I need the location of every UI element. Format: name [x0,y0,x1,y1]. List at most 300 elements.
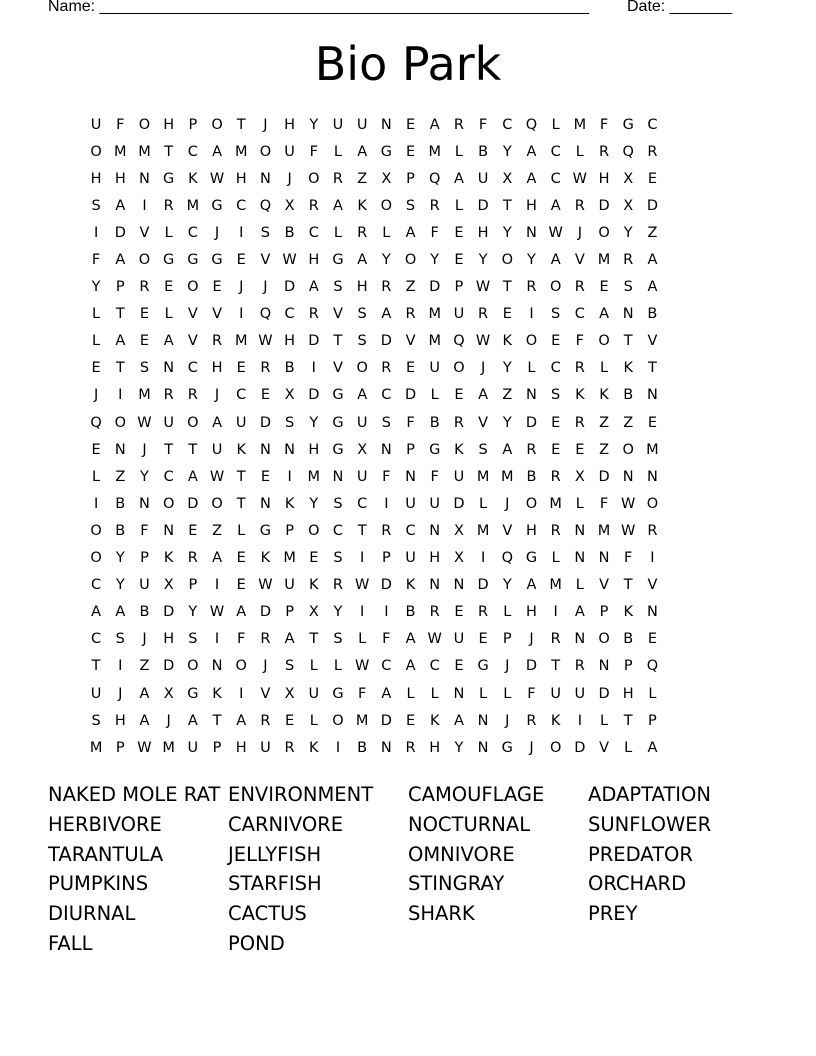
grid-letter[interactable]: A [478,387,489,404]
grid-letter[interactable]: Y [623,224,633,241]
grid-letter[interactable]: W [475,333,491,350]
grid-letter[interactable]: O [90,550,102,567]
grid-letter[interactable]: Z [647,224,658,241]
grid-letter[interactable]: E [236,577,246,594]
grid-letter[interactable]: I [93,224,99,241]
grid-letter[interactable]: E [502,306,512,323]
grid-letter[interactable]: A [357,252,368,269]
grid-letter[interactable]: U [550,685,561,702]
grid-letter[interactable]: V [139,224,150,241]
grid-letter[interactable]: Y [309,414,319,431]
grid-letter[interactable]: P [502,631,512,648]
grid-letter[interactable]: S [91,197,101,214]
grid-letter[interactable]: K [623,604,633,621]
grid-letter[interactable]: S [333,631,343,648]
grid-letter[interactable]: K [284,495,295,512]
grid-letter[interactable]: F [116,116,125,133]
grid-letter[interactable]: N [429,522,441,539]
grid-letter[interactable]: M [573,116,587,133]
grid-letter[interactable]: E [454,252,464,269]
grid-letter[interactable]: H [90,170,102,187]
grid-letter[interactable]: C [550,360,561,377]
grid-letter[interactable]: U [332,116,344,133]
grid-letter[interactable]: U [356,468,368,485]
grid-letter[interactable]: L [551,550,560,567]
grid-letter[interactable]: X [163,577,174,594]
grid-letter[interactable]: E [647,631,657,648]
grid-letter[interactable]: M [476,468,490,485]
grid-letter[interactable]: Q [646,658,659,675]
grid-letter[interactable]: W [137,414,152,431]
grid-letter[interactable]: V [187,333,198,350]
grid-letter[interactable]: Q [259,197,272,214]
grid-letter[interactable]: U [429,495,441,512]
grid-letter[interactable]: E [260,387,270,404]
grid-letter[interactable]: A [187,468,198,485]
grid-letter[interactable]: N [477,739,489,756]
grid-letter[interactable]: O [598,224,610,241]
grid-letter[interactable]: T [333,333,343,350]
grid-letter[interactable]: I [384,495,389,512]
grid-letter[interactable]: C [91,577,102,594]
grid-letter[interactable]: C [187,224,198,241]
grid-letter[interactable]: L [624,739,633,756]
grid-letter[interactable]: E [139,306,150,323]
grid-letter[interactable]: X [623,170,634,187]
grid-letter[interactable]: O [646,495,659,512]
grid-letter[interactable]: N [405,468,416,485]
grid-letter[interactable]: K [502,333,513,350]
grid-letter[interactable]: E [454,224,464,241]
grid-letter[interactable]: N [163,360,175,377]
grid-letter[interactable]: R [284,739,295,756]
grid-letter[interactable]: J [287,170,292,187]
grid-letter[interactable]: D [525,414,538,431]
grid-letter[interactable]: B [526,468,537,485]
grid-letter[interactable]: P [381,550,391,567]
grid-letter[interactable]: V [212,306,222,323]
grid-letter[interactable]: L [406,685,415,702]
grid-letter[interactable]: E [575,441,585,458]
grid-letter[interactable]: L [333,224,343,241]
grid-letter[interactable]: K [188,170,198,187]
grid-letter[interactable]: A [574,604,585,621]
grid-letter[interactable]: T [502,197,512,214]
grid-letter[interactable]: N [284,441,296,458]
grid-letter[interactable]: Y [115,550,125,567]
grid-letter[interactable]: A [357,143,368,160]
grid-letter[interactable]: F [309,143,318,160]
grid-letter[interactable]: D [477,197,489,214]
grid-letter[interactable]: I [480,550,486,567]
grid-letter[interactable]: O [259,143,272,160]
grid-letter[interactable]: O [308,522,320,539]
grid-letter[interactable]: N [429,577,441,594]
grid-letter[interactable]: A [236,604,247,621]
grid-letter[interactable]: G [211,252,223,269]
grid-letter[interactable]: Z [357,170,368,187]
grid-letter[interactable]: J [263,116,268,133]
grid-letter[interactable]: D [163,658,175,675]
grid-letter[interactable]: R [647,143,658,160]
grid-letter[interactable]: J [529,631,534,648]
grid-letter[interactable]: K [550,712,561,729]
grid-letter[interactable]: K [454,441,464,458]
grid-letter[interactable]: Y [309,495,319,512]
grid-letter[interactable]: I [311,360,316,377]
grid-letter[interactable]: N [380,441,392,458]
grid-letter[interactable]: O [162,495,175,512]
grid-letter[interactable]: X [453,522,464,539]
grid-letter[interactable]: R [381,279,392,296]
grid-letter[interactable]: Y [502,143,512,160]
grid-letter[interactable]: Q [501,550,513,567]
grid-letter[interactable]: D [404,387,417,404]
grid-letter[interactable]: K [309,577,319,594]
grid-letter[interactable]: W [354,658,370,675]
grid-letter[interactable]: M [597,252,611,269]
grid-letter[interactable]: I [142,197,147,214]
grid-letter[interactable]: X [574,468,585,485]
grid-letter[interactable]: M [307,468,321,485]
grid-letter[interactable]: S [260,224,271,241]
grid-letter[interactable]: I [553,604,558,621]
grid-letter[interactable]: O [525,495,538,512]
grid-letter[interactable]: R [526,279,537,296]
grid-letter[interactable]: V [574,252,585,269]
grid-letter[interactable]: C [381,658,392,675]
grid-letter[interactable]: E [647,170,657,187]
grid-letter[interactable]: O [138,116,151,133]
grid-letter[interactable]: H [429,550,441,567]
grid-letter[interactable]: O [453,360,465,377]
grid-letter[interactable]: W [621,522,636,539]
grid-letter[interactable]: W [258,577,273,594]
grid-letter[interactable]: E [405,143,416,160]
grid-letter[interactable]: O [90,522,102,539]
grid-letter[interactable]: Z [139,658,150,675]
grid-letter[interactable]: R [526,712,537,729]
grid-letter[interactable]: O [598,631,610,648]
grid-letter[interactable]: U [453,306,465,323]
grid-letter[interactable]: Y [454,739,464,756]
grid-letter[interactable]: B [478,143,489,160]
grid-letter[interactable]: I [650,550,655,567]
grid-letter[interactable]: L [575,143,584,160]
grid-letter[interactable]: U [235,414,247,431]
grid-letter[interactable]: M [355,712,369,729]
grid-letter[interactable]: C [187,360,198,377]
grid-letter[interactable]: F [624,550,633,567]
grid-letter[interactable]: X [284,197,295,214]
grid-letter[interactable]: C [236,197,247,214]
grid-letter[interactable]: R [574,414,585,431]
grid-letter[interactable]: B [115,495,126,512]
grid-letter[interactable]: O [549,739,562,756]
grid-letter[interactable]: S [357,306,367,323]
grid-letter[interactable]: N [574,550,586,567]
grid-letter[interactable]: A [647,279,658,296]
grid-letter[interactable]: W [427,631,442,648]
grid-letter[interactable]: V [647,577,658,594]
grid-letter[interactable]: R [260,631,271,648]
grid-letter[interactable]: G [332,252,344,269]
grid-letter[interactable]: K [599,387,609,404]
grid-letter[interactable]: H [477,224,489,241]
grid-letter[interactable]: J [166,712,171,729]
grid-letter[interactable]: N [598,658,610,675]
grid-letter[interactable]: V [647,333,658,350]
grid-letter[interactable]: N [211,658,223,675]
grid-letter[interactable]: U [308,685,320,702]
grid-letter[interactable]: O [138,252,151,269]
grid-letter[interactable]: I [529,306,534,323]
grid-letter[interactable]: J [505,658,510,675]
grid-letter[interactable]: U [574,685,586,702]
grid-letter[interactable]: F [237,631,246,648]
grid-letter[interactable]: E [91,360,101,377]
grid-letter[interactable]: R [260,360,271,377]
grid-letter[interactable]: R [478,604,489,621]
grid-letter[interactable]: F [599,116,609,133]
grid-letter[interactable]: A [163,333,174,350]
grid-letter[interactable]: B [429,414,440,431]
grid-letter[interactable]: R [332,170,343,187]
grid-letter[interactable]: D [380,712,392,729]
grid-letter[interactable]: X [623,197,634,214]
grid-letter[interactable]: R [187,550,198,567]
grid-letter[interactable]: L [333,143,343,160]
grid-letter[interactable]: O [211,116,223,133]
grid-letter[interactable]: T [502,279,512,296]
grid-letter[interactable]: R [405,306,416,323]
grid-letter[interactable]: G [163,252,175,269]
grid-letter[interactable]: N [139,495,150,512]
grid-letter[interactable]: F [527,685,536,702]
grid-letter[interactable]: P [188,577,198,594]
grid-letter[interactable]: L [479,685,488,702]
grid-letter[interactable]: C [381,387,392,404]
grid-letter[interactable]: E [551,414,561,431]
grid-letter[interactable]: N [332,468,344,485]
grid-letter[interactable]: I [214,631,220,648]
grid-letter[interactable]: A [212,143,222,160]
grid-letter[interactable]: X [381,170,392,187]
grid-letter[interactable]: E [236,360,246,377]
grid-letter[interactable]: X [453,550,464,567]
grid-letter[interactable]: V [260,685,271,702]
grid-letter[interactable]: C [574,306,585,323]
grid-letter[interactable]: T [115,360,125,377]
grid-letter[interactable]: P [454,279,464,296]
grid-letter[interactable]: L [333,658,343,675]
grid-letter[interactable]: Q [429,170,441,187]
grid-letter[interactable]: Q [453,333,465,350]
grid-letter[interactable]: F [430,468,439,485]
grid-letter[interactable]: Z [212,522,222,539]
grid-letter[interactable]: D [380,577,392,594]
grid-letter[interactable]: R [381,522,392,539]
grid-letter[interactable]: E [405,360,416,377]
grid-letter[interactable]: O [211,495,223,512]
grid-letter[interactable]: A [453,170,464,187]
grid-letter[interactable]: I [360,550,365,567]
grid-letter[interactable]: T [236,116,246,133]
grid-letter[interactable]: J [263,279,268,296]
grid-letter[interactable]: H [235,739,247,756]
grid-letter[interactable]: M [476,522,490,539]
grid-letter[interactable]: I [118,658,123,675]
grid-letter[interactable]: Y [381,252,391,269]
grid-letter[interactable]: B [115,522,126,539]
grid-letter[interactable]: C [357,495,368,512]
grid-letter[interactable]: W [282,252,297,269]
grid-letter[interactable]: K [163,550,174,567]
grid-letter[interactable]: A [357,387,368,404]
grid-letter[interactable]: A [139,685,150,702]
grid-letter[interactable]: K [309,739,319,756]
grid-letter[interactable]: Q [525,116,538,133]
grid-letter[interactable]: V [478,414,489,431]
grid-letter[interactable]: U [284,577,295,594]
grid-letter[interactable]: L [503,604,512,621]
grid-letter[interactable]: J [239,279,244,296]
grid-letter[interactable]: E [188,522,198,539]
grid-letter[interactable]: A [139,712,150,729]
grid-letter[interactable]: H [598,170,610,187]
grid-letter[interactable]: F [382,468,391,485]
grid-letter[interactable]: O [525,333,538,350]
grid-letter[interactable]: O [332,712,344,729]
grid-letter[interactable]: N [114,441,126,458]
grid-letter[interactable]: M [549,577,562,594]
grid-letter[interactable]: K [405,577,416,594]
grid-letter[interactable]: K [260,550,271,567]
grid-letter[interactable]: L [648,685,657,702]
grid-letter[interactable]: A [284,631,295,648]
grid-letter[interactable]: L [358,631,367,648]
grid-letter[interactable]: Y [502,414,512,431]
grid-letter[interactable]: C [550,170,561,187]
grid-letter[interactable]: L [164,224,173,241]
grid-letter[interactable]: T [236,495,246,512]
grid-letter[interactable]: S [478,441,488,458]
grid-letter[interactable]: O [187,658,199,675]
grid-letter[interactable]: L [454,143,463,160]
grid-letter[interactable]: T [623,333,633,350]
grid-letter[interactable]: M [283,550,296,567]
grid-letter[interactable]: Q [622,143,634,160]
grid-letter[interactable]: X [357,441,368,458]
grid-letter[interactable]: N [453,685,465,702]
grid-letter[interactable]: E [91,441,101,458]
grid-letter[interactable]: A [212,550,222,567]
grid-letter[interactable]: E [212,279,222,296]
grid-letter[interactable]: C [187,143,198,160]
grid-letter[interactable]: D [308,387,320,404]
grid-letter[interactable]: R [381,360,392,377]
grid-letter[interactable]: R [429,197,440,214]
grid-letter[interactable]: H [114,712,126,729]
grid-letter[interactable]: C [308,224,319,241]
grid-letter[interactable]: J [142,441,147,458]
grid-letter[interactable]: E [260,468,270,485]
grid-letter[interactable]: A [647,252,658,269]
grid-letter[interactable]: J [214,224,220,241]
grid-letter[interactable]: U [453,631,465,648]
grid-letter[interactable]: P [212,739,222,756]
grid-letter[interactable]: C [550,143,561,160]
grid-letter[interactable]: O [598,333,610,350]
grid-letter[interactable]: H [622,685,634,702]
grid-letter[interactable]: R [453,414,464,431]
grid-letter[interactable]: N [622,306,634,323]
grid-letter[interactable]: L [382,224,391,241]
grid-letter[interactable]: G [622,116,634,133]
grid-letter[interactable]: U [405,550,416,567]
grid-letter[interactable]: L [309,658,318,675]
grid-letter[interactable]: K [575,387,585,404]
grid-letter[interactable]: W [209,170,225,187]
grid-letter[interactable]: R [574,279,585,296]
grid-letter[interactable]: M [428,333,441,350]
grid-letter[interactable]: S [188,631,198,648]
grid-letter[interactable]: W [572,170,588,187]
grid-letter[interactable]: V [260,252,271,269]
grid-letter[interactable]: A [550,197,561,214]
grid-letter[interactable]: R [574,658,585,675]
grid-letter[interactable]: H [356,279,368,296]
grid-letter[interactable]: F [575,333,585,350]
grid-letter[interactable]: I [335,739,341,756]
grid-letter[interactable]: H [163,631,175,648]
grid-letter[interactable]: I [239,685,244,702]
grid-letter[interactable]: R [187,387,198,404]
grid-letter[interactable]: A [647,739,658,756]
grid-letter[interactable]: F [382,631,391,648]
grid-letter[interactable]: N [646,468,658,485]
grid-letter[interactable]: L [430,685,439,702]
grid-letter[interactable]: D [259,604,271,621]
grid-letter[interactable]: P [285,604,294,621]
grid-letter[interactable]: G [501,739,513,756]
grid-letter[interactable]: H [211,360,223,377]
grid-letter[interactable]: C [332,522,344,539]
grid-letter[interactable]: P [140,550,149,567]
grid-letter[interactable]: R [260,712,271,729]
grid-letter[interactable]: G [429,441,441,458]
grid-letter[interactable]: C [91,631,102,648]
grid-letter[interactable]: D [525,658,538,675]
grid-letter[interactable]: C [429,658,440,675]
grid-letter[interactable]: N [259,441,271,458]
grid-letter[interactable]: U [163,414,174,431]
grid-letter[interactable]: K [236,441,246,458]
grid-letter[interactable]: X [284,387,295,404]
grid-letter[interactable]: P [188,116,198,133]
grid-letter[interactable]: G [525,550,538,567]
grid-letter[interactable]: D [284,279,296,296]
grid-letter[interactable]: Z [405,279,416,296]
grid-letter[interactable]: D [598,468,610,485]
grid-letter[interactable]: D [453,495,465,512]
grid-letter[interactable]: Z [599,441,609,458]
grid-letter[interactable]: A [526,577,537,594]
grid-letter[interactable]: B [139,604,150,621]
grid-letter[interactable]: M [186,197,200,214]
grid-letter[interactable]: U [260,739,271,756]
grid-letter[interactable]: B [284,224,295,241]
